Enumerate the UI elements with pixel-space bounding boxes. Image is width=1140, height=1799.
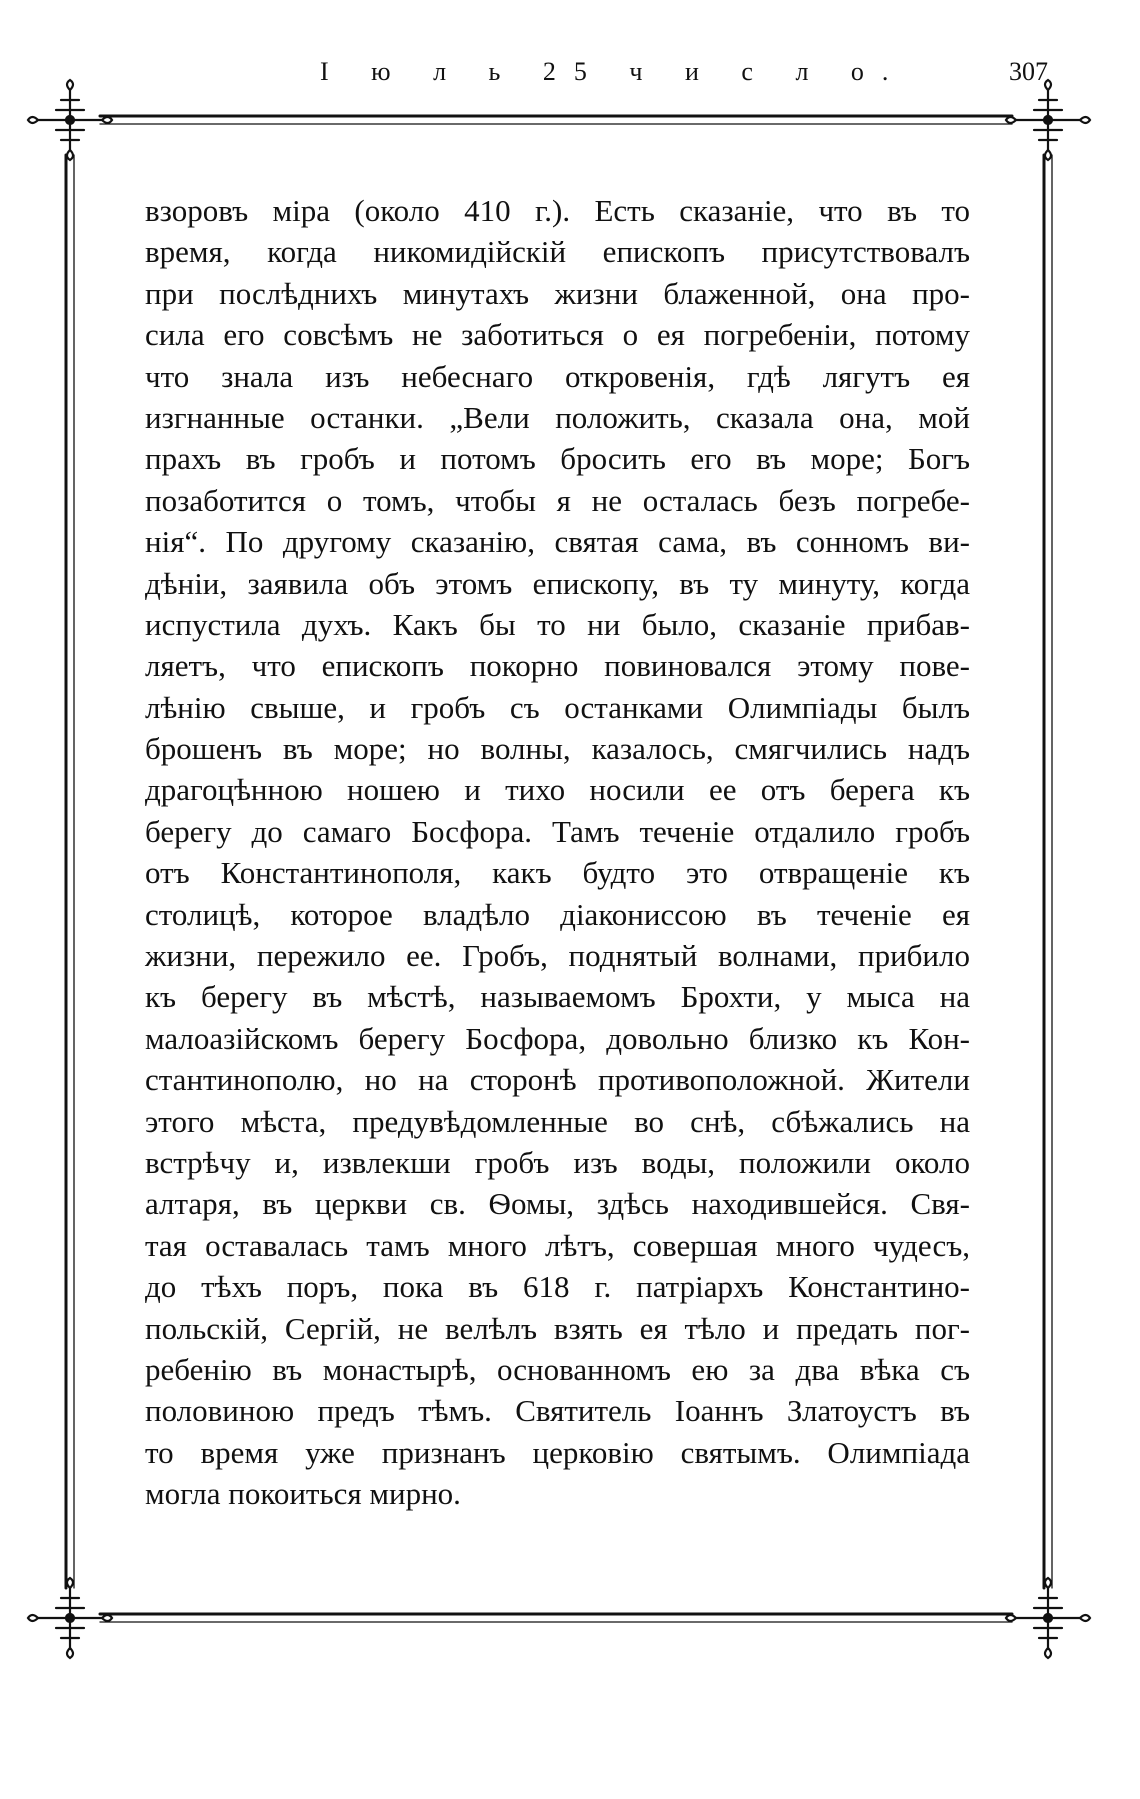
text-line: до тѣхъ поръ, пока въ 618 г. патріархъ Константино-	[145, 1269, 970, 1305]
text-line: время, когда никомидійскій епископъ присутствовалъ	[145, 234, 970, 270]
text-line: брошенъ въ море; но волны, казалось, смягчились надъ	[145, 731, 970, 767]
page-number: 307	[1009, 57, 1048, 86]
text-line: встрѣчу и, извлекши гробъ изъ воды, положили около	[145, 1144, 970, 1180]
text-line: малоазійскомъ берегу Босфора, довольно близко къ Кон-	[145, 1020, 970, 1056]
text-line: польскій, Сергій, не велѣлъ взять ея тѣло и предать пог-	[145, 1310, 970, 1346]
corner-ornament-bottom-right	[1006, 1578, 1090, 1658]
text-line: при послѣднихъ минутахъ жизни блаженной, она про-	[145, 275, 970, 311]
text-line: жизни, пережило ее. Гробъ, поднятый волнами, прибило	[145, 938, 970, 974]
text-line: то время уже признанъ церковію святымъ. Олимпіада	[145, 1434, 970, 1470]
text-line: изгнанные останки. „Вели положить, сказала она, мой	[145, 399, 970, 435]
corner-ornament-bottom-left	[28, 1578, 112, 1658]
body-text	[145, 190, 970, 1515]
text-line: ребенію въ монастырѣ, основанномъ ею за два вѣка съ	[145, 1351, 970, 1387]
text-line: лѣнію свыше, и гробъ съ останками Олимпіады былъ	[145, 689, 970, 725]
corner-ornament-top-right	[1006, 80, 1090, 160]
text-line: къ берегу въ мѣстѣ, называемомъ Брохти, у мыса на	[145, 979, 970, 1015]
text-line: испустила духъ. Какъ бы то ни было, сказаніе прибав-	[145, 606, 970, 642]
text-line: сила его совсѣмъ не заботиться о ея погребеніи, потому	[145, 317, 970, 353]
corner-ornament-top-left	[28, 80, 112, 160]
text-line: половиною предъ тѣмъ. Святитель Іоаннъ Златоустъ въ	[145, 1393, 970, 1429]
text-line: взоровъ міра (около 410 г.). Есть сказаніе, что въ то	[145, 193, 970, 228]
running-title: I ю л ь 25 ч и с л о.	[320, 57, 907, 86]
text-line: могла покоиться мирно.	[145, 1476, 461, 1512]
text-line: отъ Константинополя, какъ будто это отвращеніе къ	[145, 855, 970, 891]
text-line: алтаря, въ церкви св. Ѳомы, здѣсь находившейся. Свя-	[145, 1186, 970, 1222]
text-line: нія“. По другому сказанію, святая сама, въ сонномъ ви-	[145, 524, 970, 560]
text-line: что знала изъ небеснаго откровенія, гдѣ лягутъ ея	[145, 358, 970, 394]
text-line: тая оставалась тамъ много лѣтъ, совершая много чудесъ,	[145, 1227, 970, 1263]
text-line: этого мѣста, предувѣдомленные во снѣ, сбѣжались на	[145, 1103, 970, 1139]
text-line: дѣніи, заявила объ этомъ епископу, въ ту минуту, когда	[145, 565, 970, 601]
text-line: берегу до самаго Босфора. Тамъ теченіе отдалило гробъ	[145, 813, 970, 849]
text-line: стантинополю, но на сторонѣ противоположной. Жители	[145, 1062, 970, 1098]
text-line: драгоцѣнною ношею и тихо носили ее отъ берега къ	[145, 772, 970, 808]
text-line: прахъ въ гробъ и потомъ бросить его въ море; Богъ	[145, 441, 970, 477]
text-line: позаботится о томъ, чтобы я не осталась безъ погребе-	[145, 482, 970, 518]
text-line: столицѣ, которое владѣло діакониссою въ теченіе ея	[145, 896, 970, 932]
text-line: ляетъ, что епископъ покорно повиновался этому пове-	[145, 648, 970, 684]
